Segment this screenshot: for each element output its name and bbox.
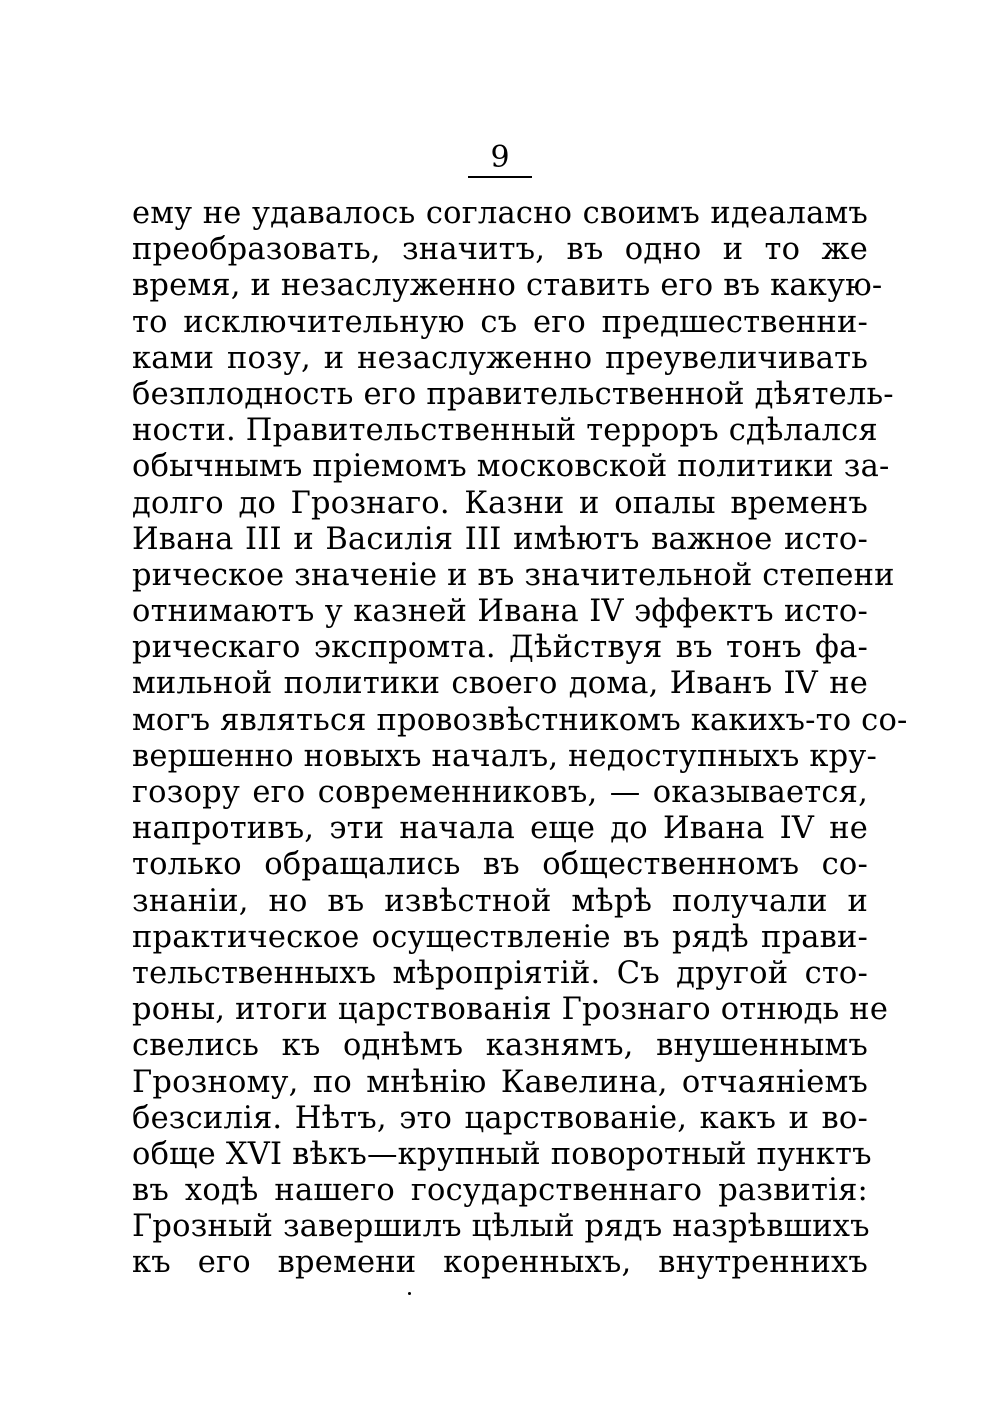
text-line: тельственныхъ мѣропрiятiй. Съ другой сто- bbox=[132, 955, 868, 991]
text-line: ности. Правительственный терроръ сдѣлался bbox=[132, 413, 878, 449]
text-line: къ его времени коренныхъ, внутреннихъ bbox=[132, 1245, 868, 1281]
body-text bbox=[132, 196, 908, 1282]
text-line: Грозный завершилъ цѣлый рядъ назрѣвшихъ bbox=[132, 1209, 870, 1245]
ink-speck bbox=[408, 1292, 411, 1295]
text-line: безплодность его правительственной дѣятель- bbox=[132, 376, 894, 412]
text-line: безсилiя. Нѣтъ, это царствованiе, какъ и во- bbox=[132, 1100, 868, 1136]
text-line: въ ходѣ нашего государственнаго развитiя: bbox=[132, 1173, 868, 1209]
text-line: роны, итоги царствованiя Грознаго отнюдь не bbox=[132, 992, 889, 1028]
text-line: то исключительную съ его предшественни- bbox=[132, 304, 868, 340]
text-line: гозору его современниковъ, — оказывается, bbox=[132, 775, 868, 810]
text-line: долго до Грознаго. Казни и опалы временъ bbox=[132, 485, 868, 521]
text-line: отнимаютъ у казней Ивана IV эффектъ исто- bbox=[132, 594, 868, 630]
text-line: Ивана III и Василiя III имѣютъ важное исто- bbox=[132, 521, 868, 557]
text-line: напротивъ, эти начала еще до Ивана IV не bbox=[132, 811, 868, 847]
text-line: обще XVI вѣкъ—крупный поворотный пунктъ bbox=[132, 1136, 872, 1172]
text-line: знанiи, но въ извѣстной мѣрѣ получали и bbox=[132, 883, 868, 919]
text-line: время, и незаслуженно ставить его въ какую- bbox=[132, 268, 883, 304]
text-line: свелись къ однѣмъ казнямъ, внушеннымъ bbox=[132, 1028, 868, 1064]
text-line: Грозному, по мнѣнiю Кавелина, отчаянiемъ bbox=[132, 1064, 868, 1100]
text-line: вершенно новыхъ началъ, недоступныхъ кру- bbox=[132, 738, 878, 774]
text-line: рическое значенiе и въ значительной степени bbox=[132, 557, 895, 593]
text-line: только обращались въ общественномъ со- bbox=[132, 847, 868, 883]
text-line: рическаго экспромта. Дѣйствуя въ тонъ фа- bbox=[132, 630, 868, 666]
page-number: 9 bbox=[468, 140, 531, 178]
text-line: преобразовать, значитъ, въ одно и то же bbox=[132, 232, 868, 268]
text-line: ками позу, и незаслуженно преувеличивать bbox=[132, 340, 868, 376]
text-line: обычнымъ прiемомъ московской политики за- bbox=[132, 449, 890, 485]
text-line: мильной политики своего дома, Иванъ IV не bbox=[132, 666, 868, 702]
text-line: ему не удавалось согласно своимъ идеаламъ bbox=[132, 196, 868, 231]
text-line: практическое осуществленiе въ рядѣ прави- bbox=[132, 919, 868, 955]
text-line: могъ являться провозвѣстникомъ какихъ-то со- bbox=[132, 702, 908, 738]
page-header bbox=[0, 140, 1000, 178]
